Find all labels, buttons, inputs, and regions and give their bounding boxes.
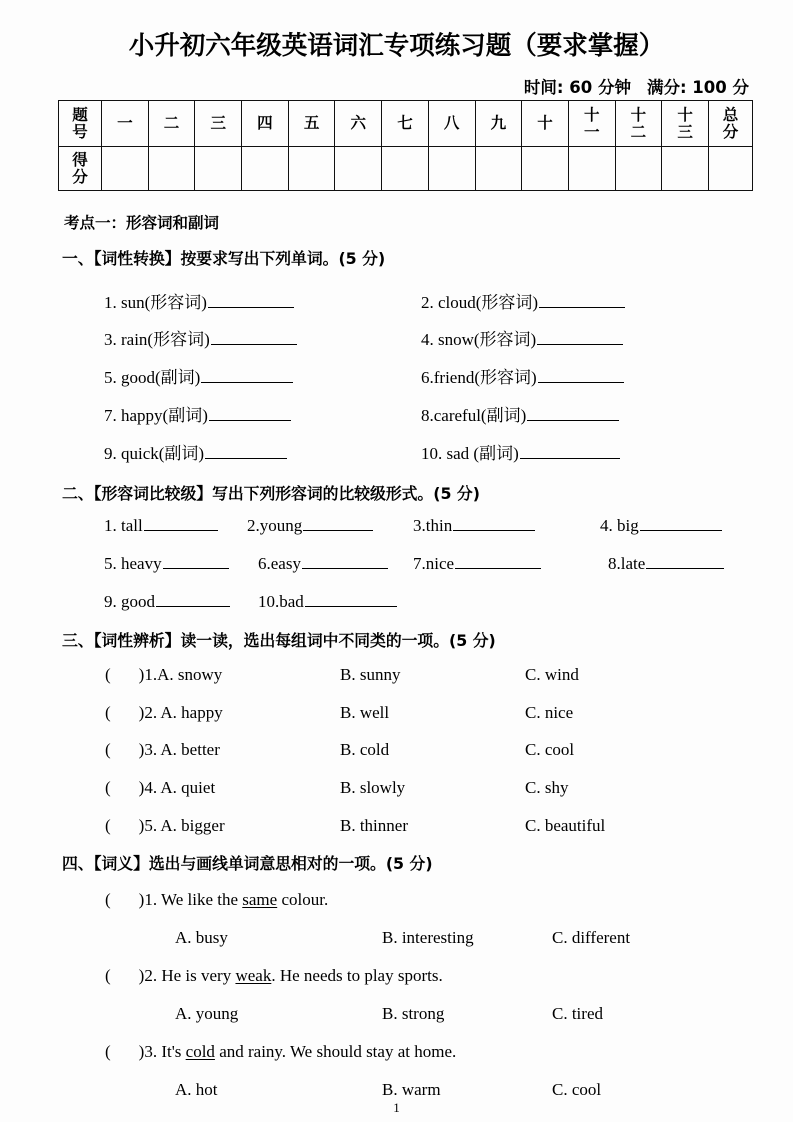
s3-question-3 [105, 740, 220, 760]
s2-item-9-label: 9. good [104, 592, 155, 612]
s4-answer-box-3[interactable]: ( [105, 1042, 111, 1061]
page-title: 小升初六年级英语词汇专项练习题（要求掌握） [128, 31, 665, 61]
s3-question-5 [105, 816, 225, 836]
score-table-col-1: 一 [102, 101, 149, 147]
s1-item-3 [104, 325, 297, 350]
s2-item-6 [258, 553, 388, 574]
s2-item-1-label: 1. tall [104, 516, 143, 536]
s2-item-2-label: 2.young [247, 516, 303, 536]
s4-question-2-c[interactable]: C. tired [552, 1004, 603, 1023]
s3-question-1 [105, 665, 222, 685]
s1-item-4 [421, 325, 623, 350]
s4-question-3-c[interactable]: C. cool [552, 1080, 602, 1099]
s4-question-3-b[interactable]: B. warm [382, 1080, 441, 1099]
score-table-col-6: 六 [335, 101, 382, 147]
s2-item-1 [104, 515, 218, 536]
score-cell-6[interactable] [335, 147, 382, 191]
s3-question-2-b[interactable]: B. well [340, 703, 390, 722]
s4-question-1-c[interactable]: C. different [552, 928, 631, 947]
score-table-col-13: 十 三 [662, 101, 709, 147]
s4-question-2-a[interactable]: A. young [175, 1004, 239, 1023]
score-cell-2[interactable] [148, 147, 195, 191]
score-table-col-7: 七 [382, 101, 429, 147]
s1-item-2 [421, 288, 625, 313]
s1-item-5-blank[interactable] [201, 367, 293, 383]
s3-question-3-a[interactable]: )3. A. better [138, 740, 220, 759]
s2-item-10 [258, 591, 397, 612]
s1-item-6-label: 6.friend(形容词) [421, 368, 537, 387]
score-cell-total[interactable] [709, 147, 753, 191]
s2-item-7 [413, 553, 541, 574]
s4-question-3-a[interactable]: A. hot [175, 1080, 218, 1099]
kaodian-heading: 考点一：形容词和副词 [64, 214, 220, 232]
s4-question-3-underlined-word: cold [185, 1042, 215, 1061]
s2-item-3-blank[interactable] [453, 515, 535, 531]
exam-total-score-label: 满分: 100 分 [646, 78, 749, 97]
s3-question-5-b[interactable]: B. thinner [340, 816, 408, 835]
score-cell-12[interactable] [615, 147, 662, 191]
score-table-col-2: 二 [148, 101, 195, 147]
s1-item-10-label: 10. sad (副词) [421, 444, 519, 463]
s4-question-2-b[interactable]: B. strong [382, 1004, 445, 1023]
s1-item-5-label: 5. good(副词) [104, 368, 201, 387]
s3-question-2-a[interactable]: )2. A. happy [138, 703, 223, 722]
s4-question-1-stem-post: colour. [277, 890, 329, 909]
s4-answer-box-2[interactable]: ( [105, 966, 111, 985]
s1-item-7 [104, 401, 291, 426]
s4-question-2-stem-post: . He needs to play sports. [271, 966, 443, 985]
s4-answer-box-1[interactable]: ( [105, 890, 111, 909]
s2-item-6-label: 6.easy [258, 554, 301, 574]
score-cell-3[interactable] [195, 147, 242, 191]
page-number: 1 [393, 1100, 400, 1115]
s2-item-2-blank[interactable] [303, 515, 373, 531]
s3-question-4 [105, 778, 215, 798]
s2-item-4 [600, 515, 722, 536]
s1-item-10-blank[interactable] [520, 443, 620, 459]
score-cell-4[interactable] [242, 147, 289, 191]
s3-question-3-b[interactable]: B. cold [340, 740, 390, 759]
s3-answer-box-3[interactable]: ( [105, 740, 111, 759]
score-table-col-total: 总 分 [709, 101, 753, 147]
s3-answer-box-5[interactable]: ( [105, 816, 111, 835]
s3-question-1-b[interactable]: B. sunny [340, 665, 401, 684]
s3-question-4-c[interactable]: C. shy [525, 778, 569, 797]
s3-answer-box-2[interactable]: ( [105, 703, 111, 722]
s1-item-9-blank[interactable] [205, 443, 287, 459]
s4-question-3-stem-post: and rainy. We should stay at home. [214, 1042, 457, 1061]
s1-item-3-blank[interactable] [211, 329, 297, 345]
s2-item-2 [247, 515, 373, 536]
s2-item-9-blank[interactable] [156, 591, 230, 607]
s3-question-5-a[interactable]: )5. A. bigger [138, 816, 225, 835]
s4-question-2-stem-pre: )2. He is very [138, 966, 236, 985]
s1-item-4-blank[interactable] [537, 329, 623, 345]
s1-item-5 [104, 363, 293, 388]
s4-question-3-stem-pre: )3. It's [138, 1042, 186, 1061]
score-cell-9[interactable] [475, 147, 522, 191]
s1-item-2-label: 2. cloud(形容词) [421, 293, 539, 312]
s2-item-1-blank[interactable] [144, 515, 218, 531]
score-cell-8[interactable] [428, 147, 475, 191]
s3-question-2-c[interactable]: C. nice [525, 703, 574, 722]
score-table-col-12: 十 二 [615, 101, 662, 147]
score-table-col-8: 八 [428, 101, 475, 147]
s2-item-5-label: 5. heavy [104, 554, 162, 574]
score-cell-7[interactable] [382, 147, 429, 191]
s3-question-1-a[interactable]: )1.A. snowy [138, 665, 223, 684]
s1-item-8-blank[interactable] [527, 405, 619, 421]
s2-item-8-label: 8.late [608, 554, 646, 574]
exam-meta [524, 74, 749, 98]
s2-item-10-label: 10.bad [258, 592, 304, 612]
score-table-col-4: 四 [242, 101, 289, 147]
score-table-col-11: 十 一 [568, 101, 615, 147]
s1-item-4-label: 4. snow(形容词) [421, 330, 537, 349]
s1-item-6-blank[interactable] [538, 367, 624, 383]
s2-item-6-blank[interactable] [302, 553, 388, 569]
s3-question-4-b[interactable]: B. slowly [340, 778, 406, 797]
s3-question-2 [105, 703, 223, 723]
s4-question-1-underlined-word: same [242, 890, 278, 909]
s3-question-4-a[interactable]: )4. A. quiet [138, 778, 216, 797]
s4-question-2-underlined-word: weak [235, 966, 272, 985]
section-3-heading: 三、【词性辨析】读一读，选出每组词中不同类的一项。(5 分) [62, 631, 496, 650]
score-table-row-label-0: 题 号 [59, 101, 102, 147]
s1-item-1-label: 1. sun(形容词) [104, 293, 207, 312]
s2-item-3 [413, 515, 535, 536]
s2-item-5-blank[interactable] [163, 553, 229, 569]
score-cell-13[interactable] [662, 147, 709, 191]
s3-question-1-c[interactable]: C. wind [525, 665, 579, 684]
s4-question-2 [105, 966, 443, 986]
score-table-col-5: 五 [288, 101, 335, 147]
score-table-row-label-1: 得 分 [59, 147, 102, 191]
section-2-heading: 二、【形容词比较级】写出下列形容词的比较级形式。(5 分) [62, 484, 480, 503]
s1-item-1-blank[interactable] [208, 292, 294, 308]
s1-item-8-label: 8.careful(副词) [421, 406, 527, 425]
s1-item-2-blank[interactable] [539, 292, 625, 308]
s2-item-10-blank[interactable] [305, 591, 397, 607]
score-cell-5[interactable] [288, 147, 335, 191]
s2-item-5 [104, 553, 229, 574]
s1-item-7-label: 7. happy(副词) [104, 406, 208, 425]
section-1-heading: 一、【词性转换】按要求写出下列单词。(5 分) [62, 249, 386, 268]
s4-question-1-stem-pre: )1. We like the [138, 890, 243, 909]
score-cell-1[interactable] [102, 147, 149, 191]
s4-question-3 [105, 1042, 456, 1062]
s2-item-4-label: 4. big [600, 516, 639, 536]
s3-question-3-c[interactable]: C. cool [525, 740, 575, 759]
s2-item-7-label: 7.nice [413, 554, 455, 574]
score-table-col-9: 九 [475, 101, 522, 147]
exam-time-label: 时间: 60 分钟 [523, 78, 631, 97]
s2-item-8-blank[interactable] [646, 553, 724, 569]
s2-item-7-blank[interactable] [455, 553, 541, 569]
table-row-question-numbers [59, 101, 753, 147]
s3-question-5-c[interactable]: C. beautiful [525, 816, 606, 835]
s4-question-1-a[interactable]: A. busy [175, 928, 228, 947]
score-table [58, 100, 753, 191]
s1-item-1 [104, 288, 294, 313]
s2-item-9 [104, 591, 230, 612]
s1-item-9-label: 9. quick(副词) [104, 444, 205, 463]
score-table-col-3: 三 [195, 101, 242, 147]
s2-item-3-label: 3.thin [413, 516, 453, 536]
s2-item-4-blank[interactable] [640, 515, 722, 531]
score-cell-10[interactable] [522, 147, 569, 191]
table-row-scores [59, 147, 753, 191]
s1-item-6 [421, 363, 624, 388]
score-cell-11[interactable] [568, 147, 615, 191]
s1-item-7-blank[interactable] [209, 405, 291, 421]
s2-item-8 [608, 553, 724, 574]
s1-item-10 [421, 439, 620, 464]
s4-question-1 [105, 890, 328, 910]
score-table-col-10: 十 [522, 101, 569, 147]
section-4-heading: 四、【词义】选出与画线单词意思相对的一项。(5 分) [62, 854, 433, 873]
s3-answer-box-4[interactable]: ( [105, 778, 111, 797]
s4-question-1-b[interactable]: B. interesting [382, 928, 474, 947]
s1-item-8 [421, 401, 619, 426]
s3-answer-box-1[interactable]: ( [105, 665, 111, 684]
s1-item-9 [104, 439, 287, 464]
s1-item-3-label: 3. rain(形容词) [104, 330, 210, 349]
